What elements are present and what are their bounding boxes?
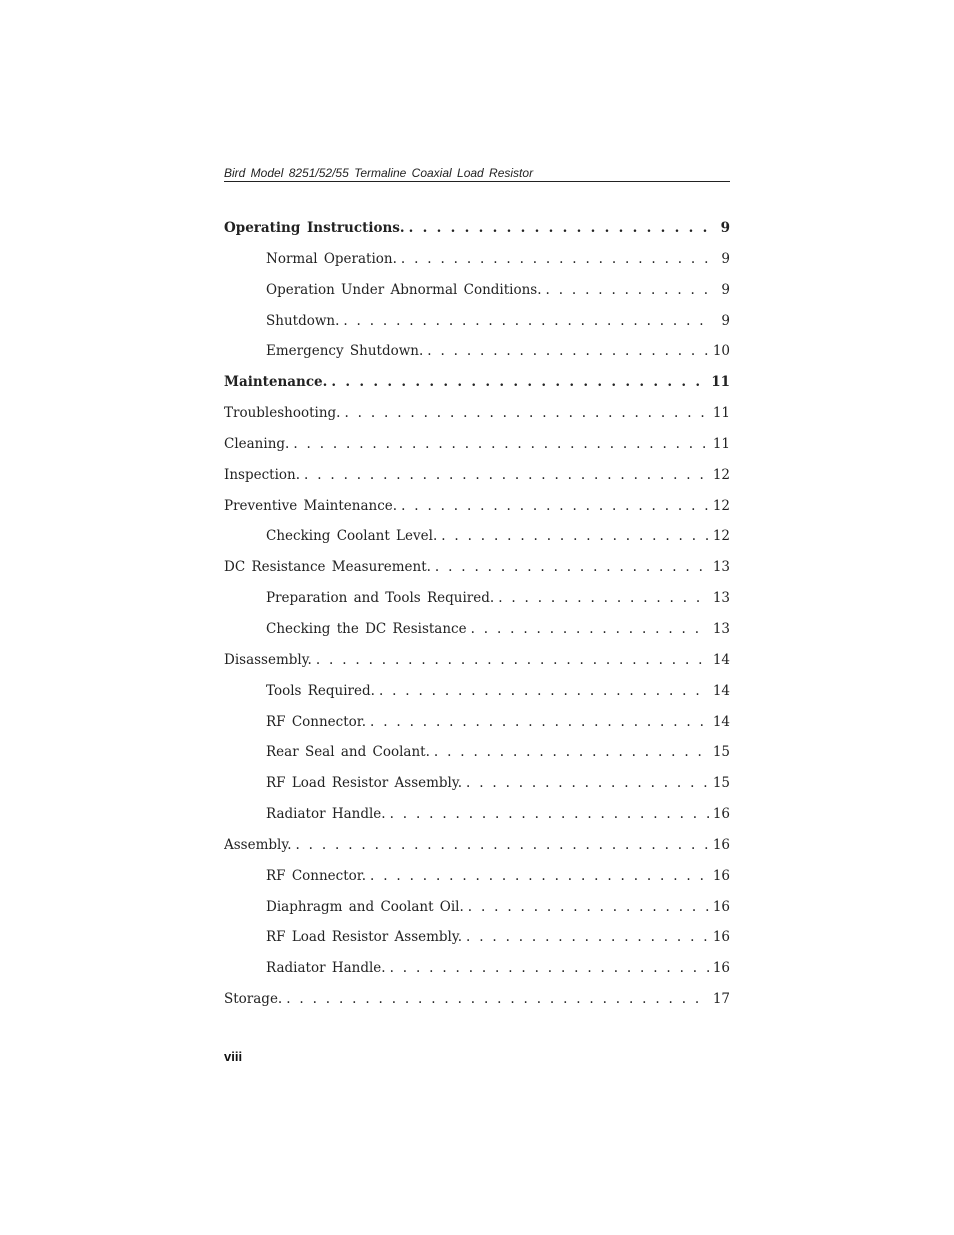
toc-entry-title: Radiator Handle.: [266, 806, 386, 823]
toc-entry-title: Radiator Handle.: [266, 960, 386, 977]
toc-entry-title: Normal Operation.: [266, 250, 397, 267]
toc-entry[interactable]: [224, 374, 730, 405]
toc-entry-title: DC Resistance Measurement.: [224, 559, 431, 576]
toc-entry-title: RF Connector.: [266, 713, 367, 730]
dot-leader: [327, 374, 707, 390]
dot-leader: [386, 960, 709, 976]
toc-entry-page: 14: [712, 682, 730, 699]
toc-entry[interactable]: [224, 744, 730, 775]
toc-entry[interactable]: [224, 220, 730, 251]
dot-leader: [494, 590, 709, 606]
toc-entry-title: Disassembly.: [224, 651, 312, 668]
toc-entry-page: 11: [711, 374, 730, 391]
toc-entry-page: 13: [712, 559, 730, 576]
toc-entry-page: 14: [712, 651, 730, 668]
dot-leader: [462, 775, 709, 791]
toc-entry-page: 11: [712, 405, 730, 422]
toc-entry-title: Tools Required.: [266, 682, 375, 699]
dot-leader: [430, 744, 709, 760]
toc-entry-page: 9: [721, 250, 730, 267]
dot-leader: [289, 436, 708, 452]
toc-entry-title: RF Load Resistor Assembly.: [266, 929, 463, 946]
dot-leader: [300, 467, 709, 483]
toc-entry-title: Checking the DC Resistance: [266, 620, 467, 637]
dot-leader: [437, 528, 709, 544]
toc-entry-title: Cleaning.: [224, 435, 290, 452]
toc-entry-page: 12: [712, 466, 730, 483]
toc-entry-title: Preventive Maintenance.: [224, 497, 398, 514]
toc-entry-page: 16: [712, 836, 730, 853]
dot-leader: [339, 313, 710, 329]
toc-entry[interactable]: [224, 528, 730, 559]
toc-entry-title: RF Connector.: [266, 867, 367, 884]
dot-leader: [397, 498, 709, 514]
dot-leader: [366, 868, 709, 884]
toc-entry-title: Assembly.: [224, 836, 292, 853]
dot-leader: [464, 899, 709, 915]
toc-entry-title: Troubleshooting.: [224, 405, 341, 422]
dot-leader: [431, 559, 709, 575]
dot-leader: [397, 251, 710, 267]
toc-entry[interactable]: [224, 343, 730, 374]
table-of-contents: [224, 220, 730, 1022]
toc-entry[interactable]: [224, 837, 730, 868]
toc-entry-page: 16: [712, 898, 730, 915]
toc-entry-page: 16: [712, 806, 730, 823]
toc-entry-title: Rear Seal and Coolant.: [266, 744, 430, 761]
toc-entry-page: 9: [721, 281, 730, 298]
toc-entry-title: Inspection.: [224, 466, 301, 483]
toc-entry[interactable]: [224, 868, 730, 899]
toc-entry-page: 12: [712, 528, 730, 545]
toc-entry-page: 17: [712, 991, 730, 1008]
dot-leader: [375, 683, 709, 699]
toc-entry[interactable]: [224, 775, 730, 806]
toc-entry-title: Maintenance.: [224, 374, 328, 391]
toc-entry[interactable]: [224, 313, 730, 344]
page-number: viii: [224, 1049, 243, 1064]
toc-entry[interactable]: [224, 590, 730, 621]
toc-entry-title: Operating Instructions.: [224, 220, 405, 236]
toc-entry-page: 16: [712, 960, 730, 977]
toc-entry[interactable]: [224, 621, 730, 652]
running-header: Bird Model 8251/52/55 Termaline Coaxial Load Resistor: [224, 166, 730, 182]
toc-entry-page: 14: [712, 713, 730, 730]
dot-leader: [423, 343, 709, 359]
dot-leader: [366, 714, 709, 730]
toc-entry-page: 11: [712, 435, 730, 452]
toc-entry[interactable]: [224, 991, 730, 1022]
toc-entry[interactable]: [224, 714, 730, 745]
toc-entry[interactable]: [224, 498, 730, 529]
dot-leader: [312, 652, 709, 668]
dot-leader: [386, 806, 709, 822]
toc-entry-title: Diaphragm and Coolant Oil.: [266, 898, 464, 915]
toc-entry-title: Emergency Shutdown.: [266, 343, 424, 360]
toc-entry[interactable]: [224, 251, 730, 282]
toc-entry[interactable]: [224, 960, 730, 991]
dot-leader: [462, 929, 709, 945]
toc-entry[interactable]: [224, 899, 730, 930]
toc-entry[interactable]: [224, 467, 730, 498]
toc-entry[interactable]: [224, 652, 730, 683]
toc-entry-title: Checking Coolant Level.: [266, 528, 438, 545]
toc-entry-page: 16: [712, 929, 730, 946]
dot-leader: [405, 220, 710, 236]
toc-entry[interactable]: [224, 806, 730, 837]
toc-entry-page: 15: [712, 775, 730, 792]
toc-entry-page: 10: [712, 343, 730, 360]
toc-entry-title: Storage.: [224, 991, 283, 1008]
toc-entry[interactable]: [224, 282, 730, 313]
toc-entry-page: 15: [712, 744, 730, 761]
toc-entry-title: Operation Under Abnormal Conditions.: [266, 281, 542, 298]
toc-entry-page: 13: [712, 620, 730, 637]
dot-leader: [542, 282, 710, 298]
toc-entry[interactable]: [224, 683, 730, 714]
toc-entry[interactable]: [224, 405, 730, 436]
dot-leader: [291, 837, 708, 853]
dot-leader: [282, 991, 709, 1007]
toc-entry-page: 13: [712, 590, 730, 607]
dot-leader: [467, 621, 709, 637]
toc-entry[interactable]: [224, 559, 730, 590]
toc-entry-title: RF Load Resistor Assembly.: [266, 775, 463, 792]
toc-entry-page: 9: [720, 220, 730, 236]
toc-entry-title: Preparation and Tools Required.: [266, 590, 495, 607]
toc-entry-page: 9: [721, 312, 730, 329]
toc-entry-page: 12: [712, 497, 730, 514]
toc-entry-title: Shutdown.: [266, 312, 340, 329]
toc-entry[interactable]: [224, 929, 730, 960]
toc-entry-page: 16: [712, 867, 730, 884]
toc-entry[interactable]: [224, 436, 730, 467]
dot-leader: [340, 405, 708, 421]
